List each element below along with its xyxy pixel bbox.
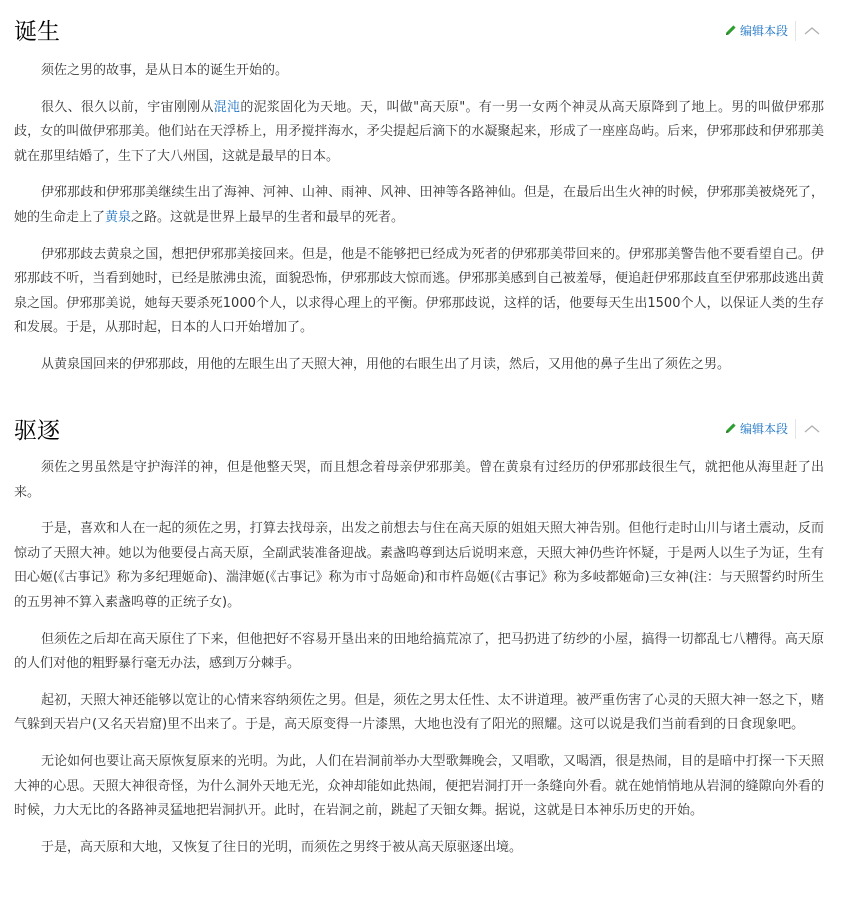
header-divider [795,21,796,41]
paragraph-text: 之路。这就是世界上最早的生者和最早的死者。 [131,209,405,225]
edit-section-label: 编辑本段 [739,422,788,436]
paragraph [14,750,824,824]
section-birth [14,0,824,372]
paragraph-text: 很久、很久以前，宇宙刚刚从 [41,99,214,115]
section-paragraphs [14,456,824,872]
pencil-icon [725,422,737,434]
paragraph [14,243,824,341]
paragraph-text: 无论如何也要让高天原恢复原来的光明。为此，人们在岩洞前举办大型歌舞晚会，又唱歌，又喝酒，很是热闹，目的是暗中打探一下天照大神的心思。天照大神很奇怪，为什么洞外天地无光，众神却能如此热闹，便把岩洞打开一条缝向外看。就在她悄悄地从岩洞的缝隙向外看的时候，力大无比的各路神灵猛地把岩洞扒开。此时，在岩洞之前，跳起了天钿女舞。据说，这就是日本神乐历史的开始。 [14,753,824,819]
paragraph [14,689,824,738]
paragraph-text: 的泥浆固化为天地。天，叫做"高天原"。有一男一女两个神灵从高天原降到了地上。男的叫做伊邪那歧，女的叫做伊邪那美。他们站在天浮桥上，用矛搅拌海水，矛尖提起后滴下的水凝聚起来，形成了一座座岛屿。后来，伊邪那歧和伊邪那美就在那里结婚了，生下了大八州国，这就是最早的日本。 [14,99,824,164]
paragraph [14,836,824,861]
paragraph-text: 伊邪那歧去黄泉之国，想把伊邪那美接回来。但是，他是不能够把已经成为死者的伊邪那美带回来的。伊邪那美警告他不要看望自己。伊邪那歧不听，当看到她时，已经是脓沸虫流，面貌恐怖，伊邪那歧大惊而逃。伊邪那美感到自己被羞辱，便追赶伊邪那歧直至伊邪那歧逃出黄泉之国。伊邪那美说，她每天要杀死1000个人，以求得心理上的平衡。伊邪那歧说，这样的话，他要每天生出1500个人，以保证人类的生存和发展。于是，从那时起，日本的人口开始增加了。 [14,246,824,336]
paragraph [14,517,824,615]
header-divider [795,419,796,439]
section-title: 诞生 [14,19,60,45]
section-expulsion [14,400,824,855]
paragraph [14,456,824,505]
pencil-icon [725,24,737,36]
section-paragraphs [14,59,824,390]
section-header [14,0,824,60]
paragraph-text: 于是，高天原和大地，又恢复了往日的光明，而须佐之男终于被从高天原驱逐出境。 [41,839,523,855]
paragraph-text: 于是，喜欢和人在一起的须佐之男，打算去找母亲，出发之前想去与住在高天原的姐姐天照大神告别。但他行走时山川与诸土震动，反而惊动了天照大神。她以为他要侵占高天原，全副武装准备迎战。素盏呜尊到达后说明来意，天照大神仍些许怀疑，于是两人以生子为证，生有田心姬(《古事记》称为多纪理姬命)、湍津姬(《古事记》称为市寸岛姬命)和市杵岛姬(《古事记》称为多岐都姬命)三女神(注：与天照誓约时所生的五男神不算入素盏呜尊的正统子女)。 [14,521,824,610]
edit-section-label: 编辑本段 [739,24,788,38]
edit-section-button[interactable] [725,23,788,39]
section-header [14,400,824,456]
paragraph-text: 须佐之男虽然是守护海洋的神，但是他整天哭，而且想念着母亲伊邪那美。曾在黄泉有过经历的伊邪那歧很生气，就把他从海里赶了出来。 [14,460,824,500]
edit-section-button[interactable] [725,421,788,437]
paragraph-text: 从黄泉国回来的伊邪那歧，用他的左眼生出了天照大神，用他的右眼生出了月读，然后，又用他的鼻子生出了须佐之男。 [41,356,731,372]
inline-link[interactable]: 黄泉 [105,209,132,225]
paragraph-text: 伊邪那歧和伊邪那美继续生出了海神、河神、山神、雨神、风神、田神等各路神仙。但是，在最后出生火神的时候，伊邪那美被烧死了，她的生命走上了 [14,185,824,225]
chevron-up-icon[interactable] [803,423,821,435]
paragraph [14,628,824,677]
inline-link[interactable]: 混沌 [213,99,241,115]
section-title: 驱逐 [14,418,60,444]
paragraph-text: 须佐之男的故事，是从日本的诞生开始的。 [41,63,289,78]
paragraph-text: 起初，天照大神还能够以宽让的心情来容纳须佐之男。但是，须佐之男太任性、太不讲道理。被严重伤害了心灵的天照大神一怒之下，赌气躲到天岩户(又名天岩窟)里不出来了。于是，高天原变得一片漆黑，大地也没有了阳光的照耀。这可以说是我们当前看到的日食现象吧。 [14,692,824,733]
chevron-up-icon[interactable] [803,25,821,37]
paragraph [14,353,824,378]
paragraph [14,59,824,84]
paragraph-text: 但须佐之后却在高天原住了下来，但他把好不容易开垦出来的田地给搞荒凉了，把马扔进了纺纱的小屋，搞得一切都乱七八糟得。高天原的人们对他的粗野暴行毫无办法，感到万分棘手。 [14,631,824,672]
paragraph [14,181,824,230]
paragraph [14,96,824,170]
